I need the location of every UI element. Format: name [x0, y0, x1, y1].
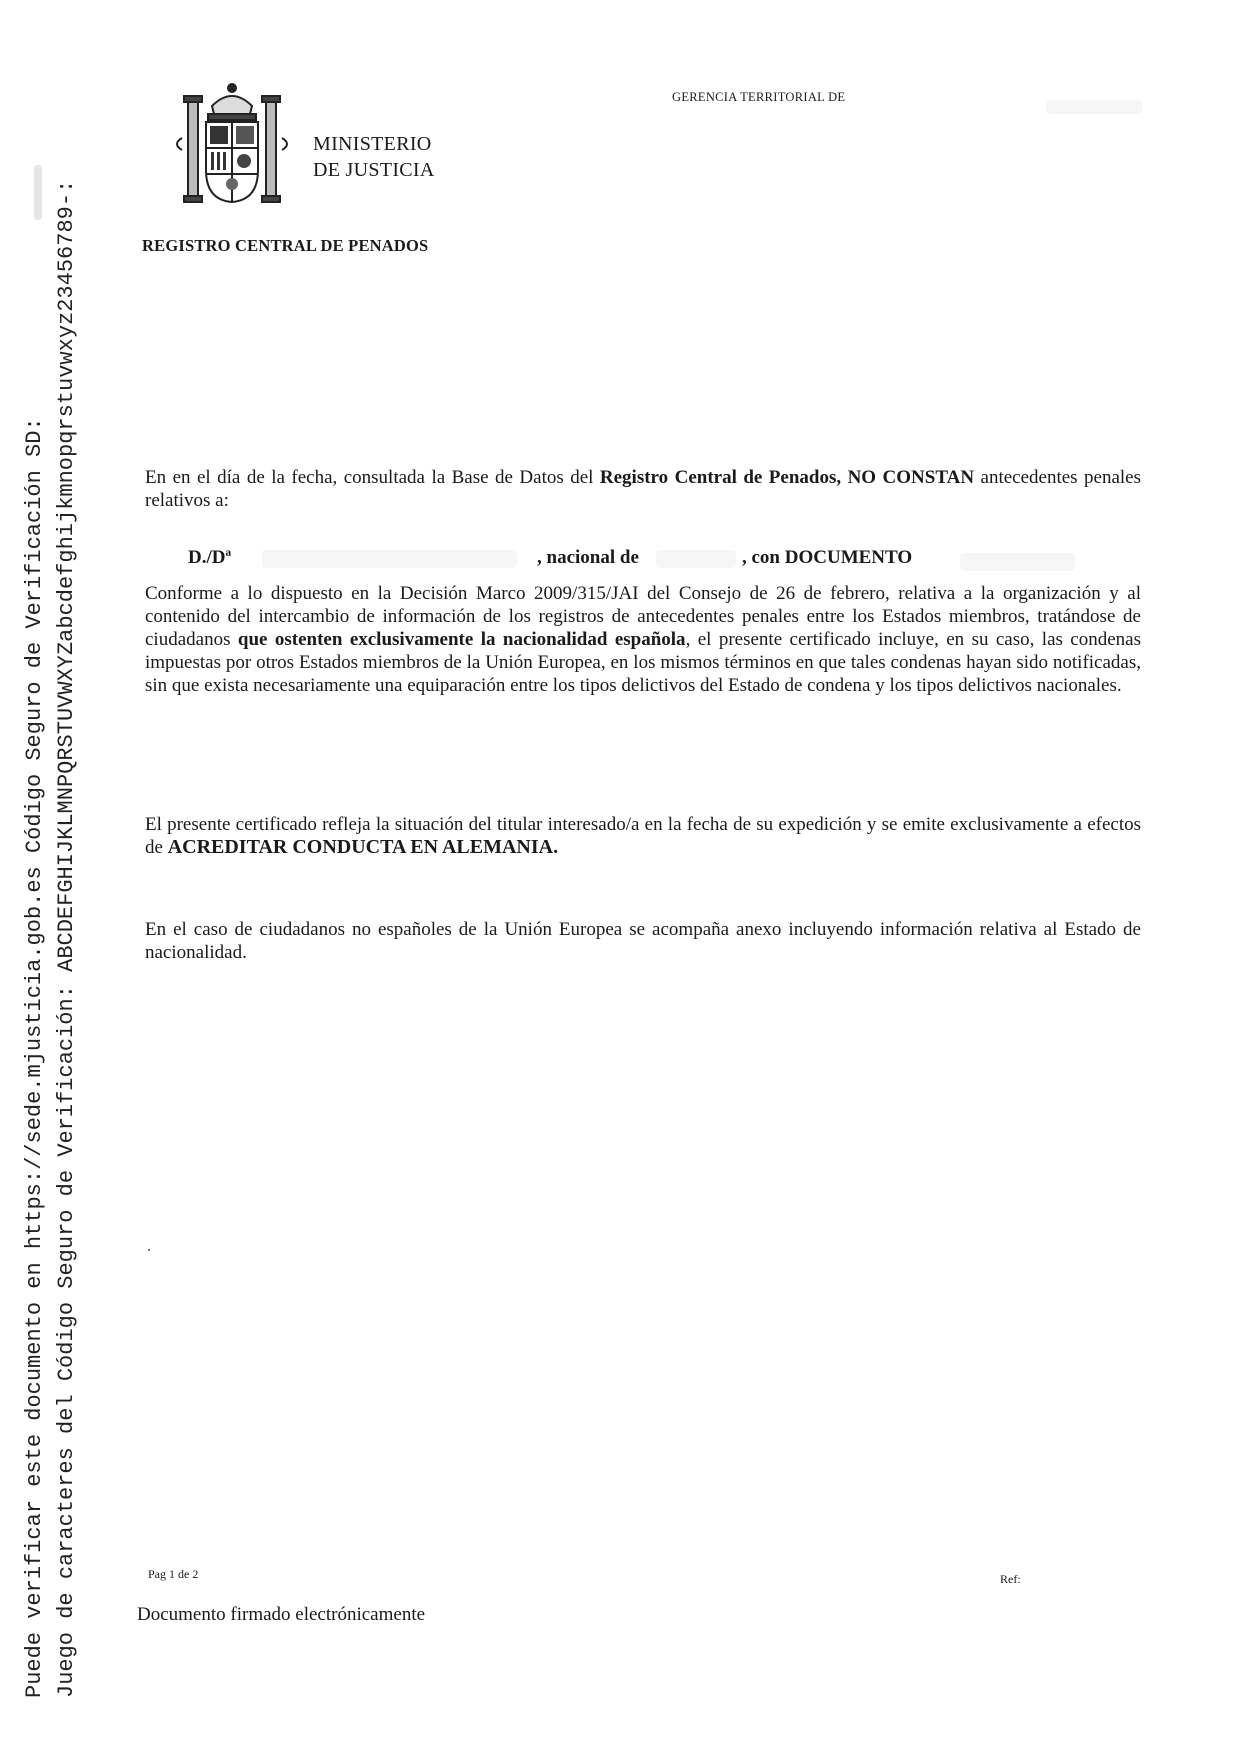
redacted-nationality	[656, 550, 736, 568]
registry-title: REGISTRO CENTRAL DE PENADOS	[142, 236, 429, 255]
nationality-label: , nacional de	[537, 547, 639, 568]
ministry-line-2: DE JUSTICIA	[313, 159, 435, 181]
gerencia-territorial: GERENCIA TERRITORIAL DE	[672, 90, 846, 104]
electronic-signature-note: Documento firmado electrónicamente	[137, 1604, 426, 1625]
document-label: , con DOCUMENTO	[742, 547, 913, 568]
p4-purpose-bold: ACREDITAR CONDUCTA EN ALEMANIA.	[167, 836, 559, 858]
p3-nationality-bold: que ostenten exclusivamente la nacionalidad española	[237, 629, 686, 650]
paragraph-eu-annex: En el caso de ciudadanos no españoles de la Unión Europea se acompaña anexo incluyendo información relativa al Estado de nacionalidad.	[145, 919, 1141, 963]
redacted-document	[960, 553, 1075, 571]
p3-text-end: , el presente certificado incluye, en su caso, las condenas impuestas por otros Estados miembros de la Unión Europea, en los mismos términos en que tales condenas hayan sido notificadas, sin que exista necesariamente una equiparación entre los tipos delictivos del Estado de condena y los tipos delictivos nacionales.	[145, 629, 1141, 696]
ministry-name	[313, 131, 435, 183]
paragraph-no-records	[145, 466, 1141, 512]
paragraph-purpose	[145, 813, 1141, 859]
ministry-line-1: MINISTERIO	[313, 133, 432, 155]
paragraph-framework-decision	[145, 582, 1141, 697]
p1-no-constan-bold: NO CONSTAN	[847, 467, 975, 488]
verification-charset-note: Juego de caracteres del Código Seguro de Verificación: ABCDEFGHIJKLMNPQRSTUVWXYZabcdefghijkmnopqrstuvwxyz23456789-:	[54, 179, 79, 1698]
verification-url-note: Puede verificar este documento en https://sede.mjusticia.gob.es Código Seguro de Verificación SD:	[22, 417, 47, 1698]
p1-text-end: antecedentes penales relativos a:	[145, 467, 1141, 511]
holder-name-label: D./Dª	[188, 547, 232, 568]
redaction-mark	[1046, 100, 1142, 114]
page-number: Pag 1 de 2	[148, 1567, 199, 1581]
p1-registry-bold: Registro Central de Penados	[599, 467, 837, 488]
p1-text: En en el día de la fecha, consultada la Base de Datos del	[145, 467, 600, 488]
p4-text: El presente certificado refleja la situación del titular interesado/a en la fecha de su expedición y se emite exclusivamente a efectos de	[145, 814, 1141, 858]
p1-separator: ,	[836, 467, 848, 488]
p3-text: Conforme a lo dispuesto en la Decisión Marco 2009/315/JAI del Consejo de 26 de febrero, relativa a la organización y al contenido del intercambio de información de los registros de antecedentes penales entre los Estados miembros, tratándose de ciudadanos	[145, 583, 1141, 650]
spain-coat-of-arms-icon	[172, 78, 292, 208]
scan-smudge	[34, 165, 42, 220]
redacted-name	[262, 550, 517, 568]
scan-dot	[148, 1249, 150, 1251]
reference-label: Ref:	[1000, 1572, 1021, 1586]
